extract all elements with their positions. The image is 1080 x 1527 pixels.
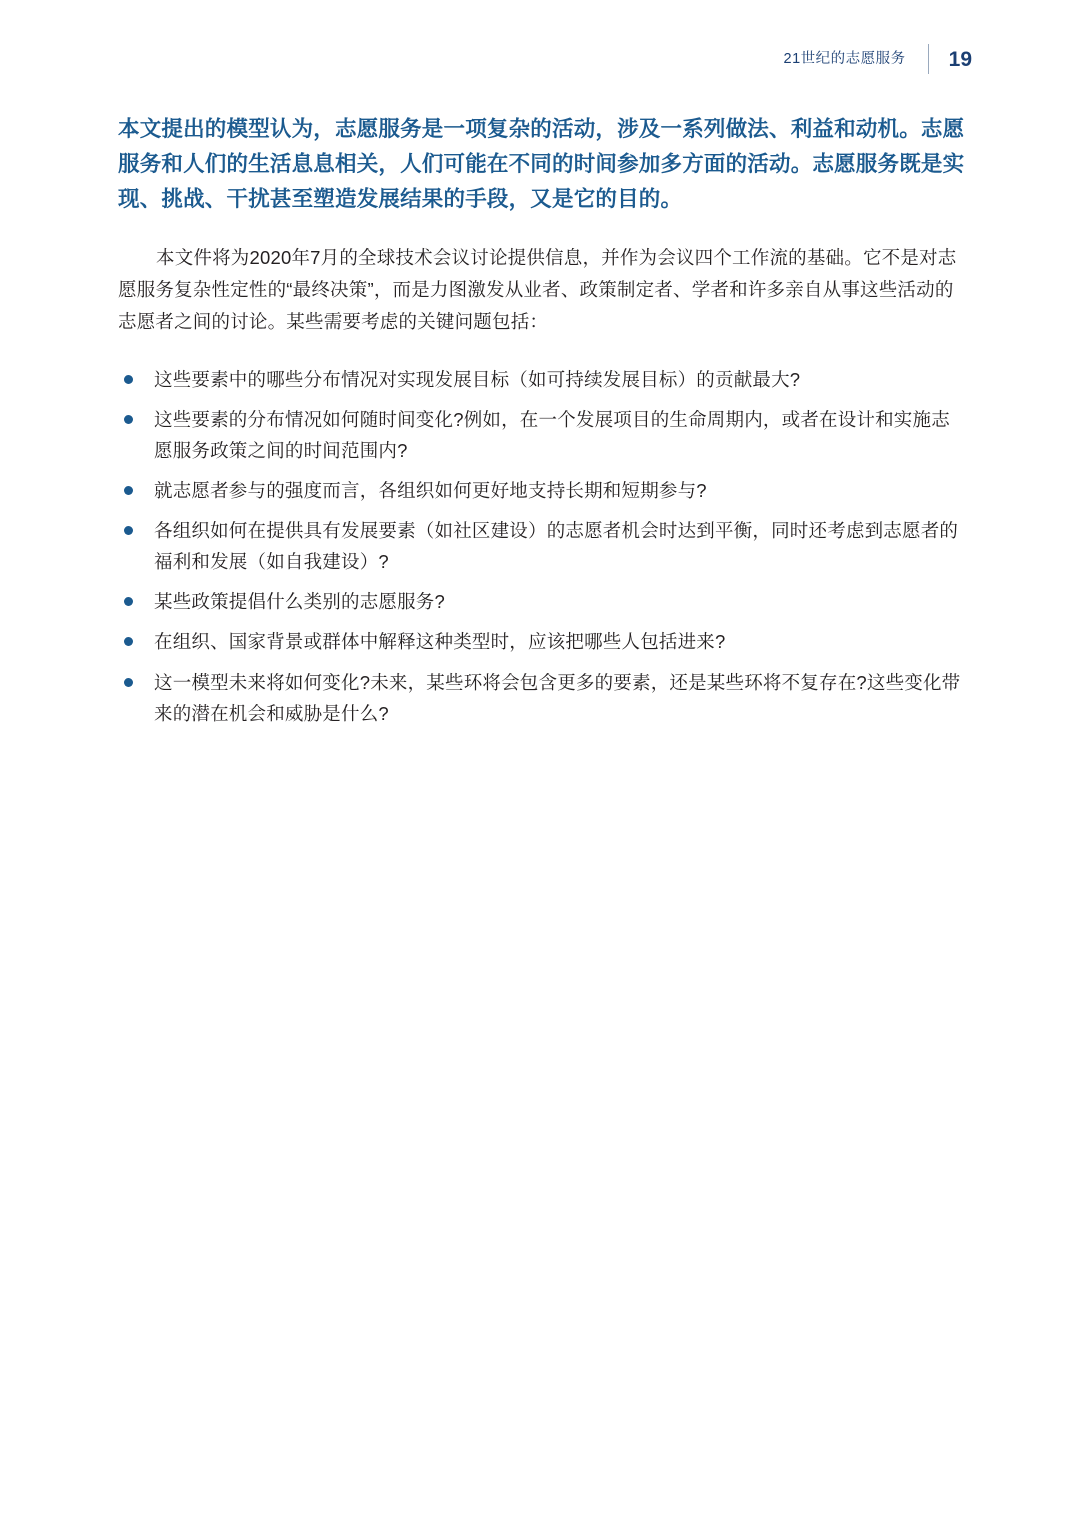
page-content [118,112,968,738]
key-questions-list [118,364,968,729]
list-item [118,586,968,617]
bullet-dot-icon [124,375,133,384]
list-item [118,667,968,729]
bullet-dot-icon [124,526,133,535]
bullet-dot-icon [124,637,133,646]
bullet-dot-icon [124,678,133,687]
list-item [118,404,968,466]
list-item-text: 这些要素的分布情况如何随时间变化?例如，在一个发展项目的生命周期内，或者在设计和实施志愿服务政策之间的时间范围内? [154,409,950,462]
lead-paragraph: 本文提出的模型认为，志愿服务是一项复杂的活动，涉及一系列做法、利益和动机。志愿服务和人们的生活息息相关，人们可能在不同的时间参加多方面的活动。志愿服务既是实现、挑战、干扰甚至塑造发展结果的手段，又是它的目的。 [118,117,965,211]
list-item-text: 就志愿者参与的强度而言，各组织如何更好地支持长期和短期参与? [154,480,707,502]
page-number: 19 [948,47,972,71]
page-header [784,44,973,74]
header-running-title: 21世纪的志愿服务 [783,50,906,67]
list-item [118,515,968,577]
bullet-dot-icon [124,486,133,495]
list-item [118,364,968,395]
list-item-text: 这些要素中的哪些分布情况对实现发展目标（如可持续发展目标）的贡献最大? [154,368,801,390]
list-item-text: 这一模型未来将如何变化?未来，某些环将会包含更多的要素，还是某些环将不复存在?这些变化带来的潜在机会和威胁是什么? [154,671,961,724]
list-item-text: 某些政策提倡什么类别的志愿服务? [154,591,445,613]
bullet-dot-icon [124,597,133,606]
list-item [118,475,968,506]
list-item [118,626,968,657]
list-item-text: 各组织如何在提供具有发展要素（如社区建设）的志愿者机会时达到平衡，同时还考虑到志愿者的福利和发展（如自我建设）? [154,520,959,573]
list-item-text: 在组织、国家背景或群体中解释这种类型时，应该把哪些人包括进来? [154,631,726,653]
bullet-dot-icon [124,415,133,424]
body-paragraph: 本文件将为2020年7月的全球技术会议讨论提供信息，并作为会议四个工作流的基础。它不是对志愿服务复杂性定性的“最终决策”，而是力图激发从业者、政策制定者、学者和许多亲自从事这些活动的志愿者之间的讨论。某些需要考虑的关键问题包括： [118,247,957,333]
